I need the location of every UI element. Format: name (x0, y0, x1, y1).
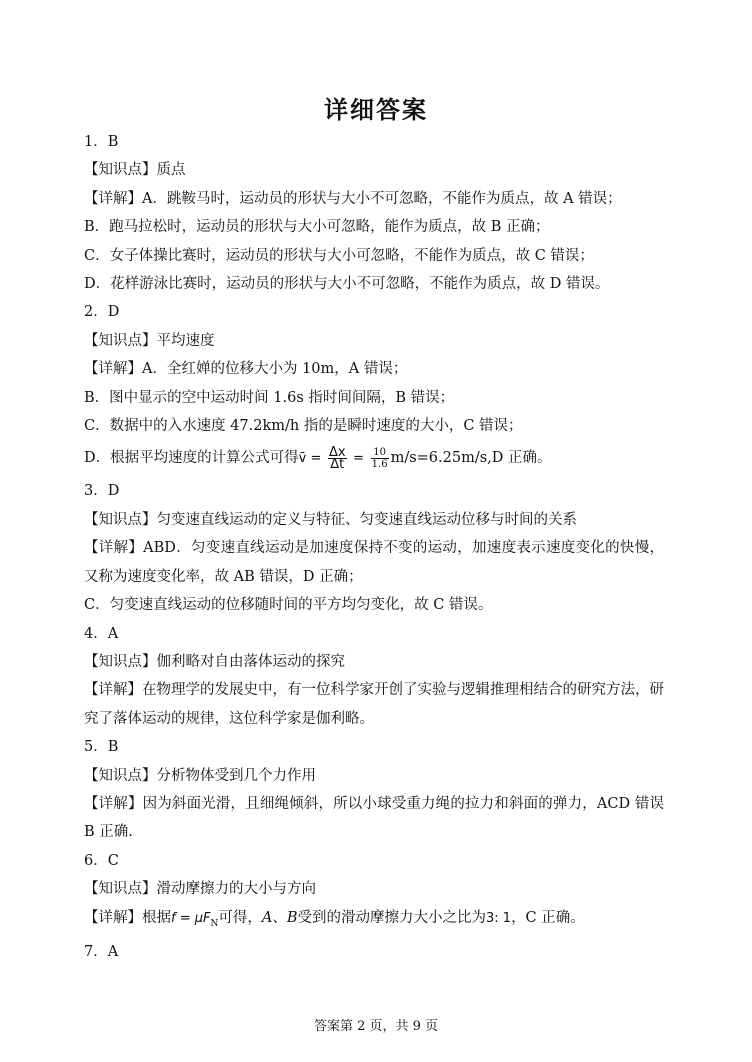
explanation-line: 【详解】A．跳鞍马时，运动员的形状与大小不可忽略，不能作为质点，故 A 错误； (84, 190, 622, 207)
answer-number: 3．D (84, 483, 120, 500)
explanation-line: C．数据中的入水速度 47.2km/h 指的是瞬时速度的大小，C 错误； (84, 418, 523, 435)
explanation-paragraph: 【详解】在物理学的发展史中，有一位科学家开创了实验与逻辑推理相结合的研究方法，研究了落体运动的规律，这位科学家是伽利略。 (84, 682, 664, 727)
answer-content (84, 128, 664, 966)
object-a: A (261, 909, 273, 926)
fraction-denominator: Δt (330, 456, 345, 472)
explanation-paragraph: 【详解】因为斜面光滑，且细绳倾斜，所以小球受重力绳的拉力和斜面的弹力，ACD 错误 B 正确. (84, 795, 664, 841)
explanation-paragraph: 【详解】ABD．匀变速直线运动是加速度保持不变的运动，加速度表示速度变化的快慢，又称为速度变化率，故 AB 错误，D 正确； (84, 540, 664, 585)
separator: 、 (272, 909, 287, 926)
formula-suffix: m/s=6.25m/s,D 正确。 (390, 450, 552, 467)
answer-number: 5．B (84, 739, 119, 756)
knowledge-point: 【知识点】质点 (84, 162, 186, 179)
formula-line (84, 440, 664, 477)
explanation-line: B．跑马拉松时，运动员的形状与大小可忽略，能作为质点，故 B 正确； (84, 219, 550, 236)
fraction-numerator: 10 (371, 447, 389, 459)
explanation-line: D．花样游泳比赛时，运动员的形状与大小不可忽略，不能作为质点，故 D 错误。 (84, 276, 610, 293)
explanation-line: C．匀变速直线运动的位移随时间的平方均匀变化，故 C 错误。 (84, 597, 493, 614)
explanation-line: 【详解】A．全红婵的位移大小为 10m，A 错误； (84, 361, 408, 378)
answer-number: 2．D (84, 304, 120, 321)
knowledge-point: 【知识点】平均速度 (84, 332, 215, 349)
equals-sign: = (353, 451, 365, 467)
friction-formula: f = μF (171, 910, 211, 926)
knowledge-point: 【知识点】分析物体受到几个力作用 (84, 767, 316, 784)
formula-prefix: D．根据平均速度的计算公式可得 (84, 450, 299, 467)
fraction-values (371, 447, 389, 470)
fraction-dx-dt (328, 444, 347, 472)
page-title: 详细答案 (324, 96, 428, 124)
page-footer: 答案第 2 页，共 9 页 (313, 1019, 439, 1034)
line-middle: 可得， (218, 909, 262, 926)
knowledge-point: 【知识点】匀变速直线运动的定义与特征、匀变速直线运动位移与时间的关系 (84, 511, 577, 528)
ratio: 3: 1 (486, 910, 512, 926)
knowledge-point: 【知识点】伽利略对自由落体运动的探究 (84, 653, 345, 670)
answer-number: 6．C (84, 852, 119, 869)
answer-number: 7．A (84, 943, 119, 960)
knowledge-point: 【知识点】滑动摩擦力的大小与方向 (84, 881, 316, 898)
fraction-numerator: Δx (328, 444, 346, 460)
explanation-line: C．女子体操比赛时，运动员的形状与大小可忽略，不能作为质点，故 C 错误； (84, 247, 594, 264)
explanation-line: B．图中显示的空中运动时间 1.6s 指时间间隔，B 错误； (84, 389, 455, 406)
object-b: B (286, 909, 298, 926)
answer-number: 1．B (84, 134, 119, 150)
answer-number: 4．A (84, 625, 119, 642)
formula-subscript: N (210, 918, 219, 929)
line-after: 受到的滑动摩擦力大小之比为 (297, 909, 486, 926)
average-velocity-symbol: v̄ = (298, 451, 322, 467)
fraction-denominator: 1.6 (371, 458, 388, 470)
line-suffix: ，C 正确。 (511, 909, 585, 926)
line-prefix: 【详解】根据 (84, 909, 171, 926)
explanation-line-friction (84, 904, 664, 938)
